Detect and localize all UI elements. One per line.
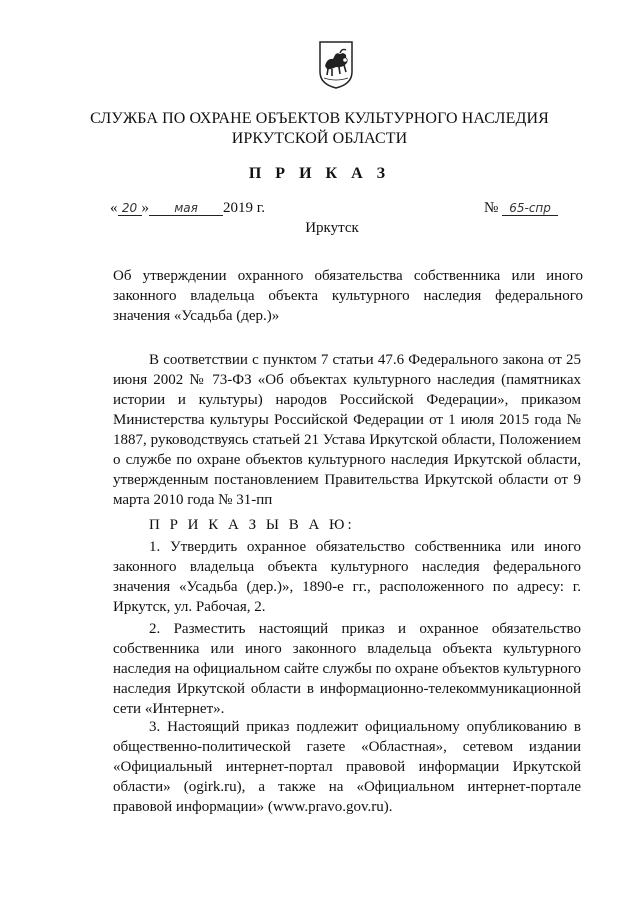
agency-name-line1: СЛУЖБА ПО ОХРАНЕ ОБЪЕКТОВ КУЛЬТУРНОГО НАСЛЕДИЯ	[90, 110, 549, 127]
order-number	[484, 200, 558, 217]
order-item-3: 3. Настоящий приказ подлежит официальному опубликованию в общественно-политической газете «Областная», сетевом издании «Официальный интернет-портал правовой информации Иркутской области» (ogirk.ru), а также на «Официальном интернет-портале правовой информации» (www.pravo.gov.ru).	[113, 719, 581, 815]
order-item-2: 2. Разместить настоящий приказ и охранное обязательство собственника или иного законного владельца объекта культурного наследия на официальном сайте службы по охране объектов культурного наследия Иркутской области в информационно-телекоммуникационной сети «Интернет».	[113, 621, 581, 717]
order-word: П Р И К А З Ы В А Ю:	[149, 517, 355, 533]
number-value: 65-спр	[502, 201, 558, 216]
number-label: №	[484, 200, 499, 216]
city-name: Иркутск	[305, 220, 359, 236]
order-subject: Об утверждении охранного обязательства собственника или иного законного владельца объекта культурного наследия федерального значения «Усадьба (дер.)»	[113, 268, 583, 324]
date-close-quote: »	[141, 200, 149, 216]
order-date	[110, 200, 265, 217]
document-type-title: П Р И К А З	[248, 165, 391, 182]
date-day: 20	[118, 201, 142, 216]
preamble-paragraph: В соответствии с пунктом 7 статьи 47.6 Федерального закона от 25 июня 2002 № 73-ФЗ «Об объектах культурного наследия (памятниках истории и культуры) народов Российской Федерации», приказом Министерства культуры Российской Федерации от 1 июля 2015 года № 1887, руководствуясь статьей 21 Устава Иркутской области, Положением о службе по охране объектов культурного наследия Иркутской области, утвержденным постановлением Правительства Иркутской области от 9 марта 2010 года № 31-пп	[113, 352, 581, 508]
date-open-quote: «	[110, 200, 118, 216]
order-item-1: 1. Утвердить охранное обязательство собственника или иного законного владельца объекта культурного наследия федерального значения «Усадьба (дер.)», 1890-е гг., расположенного по адресу: г. Иркутск, ул. Рабочая, 2.	[113, 539, 581, 615]
coat-of-arms-icon	[318, 40, 354, 90]
date-year: 2019 г.	[223, 200, 265, 216]
agency-name-line2: ИРКУТСКОЙ ОБЛАСТИ	[231, 130, 408, 147]
date-month: мая	[149, 201, 223, 216]
